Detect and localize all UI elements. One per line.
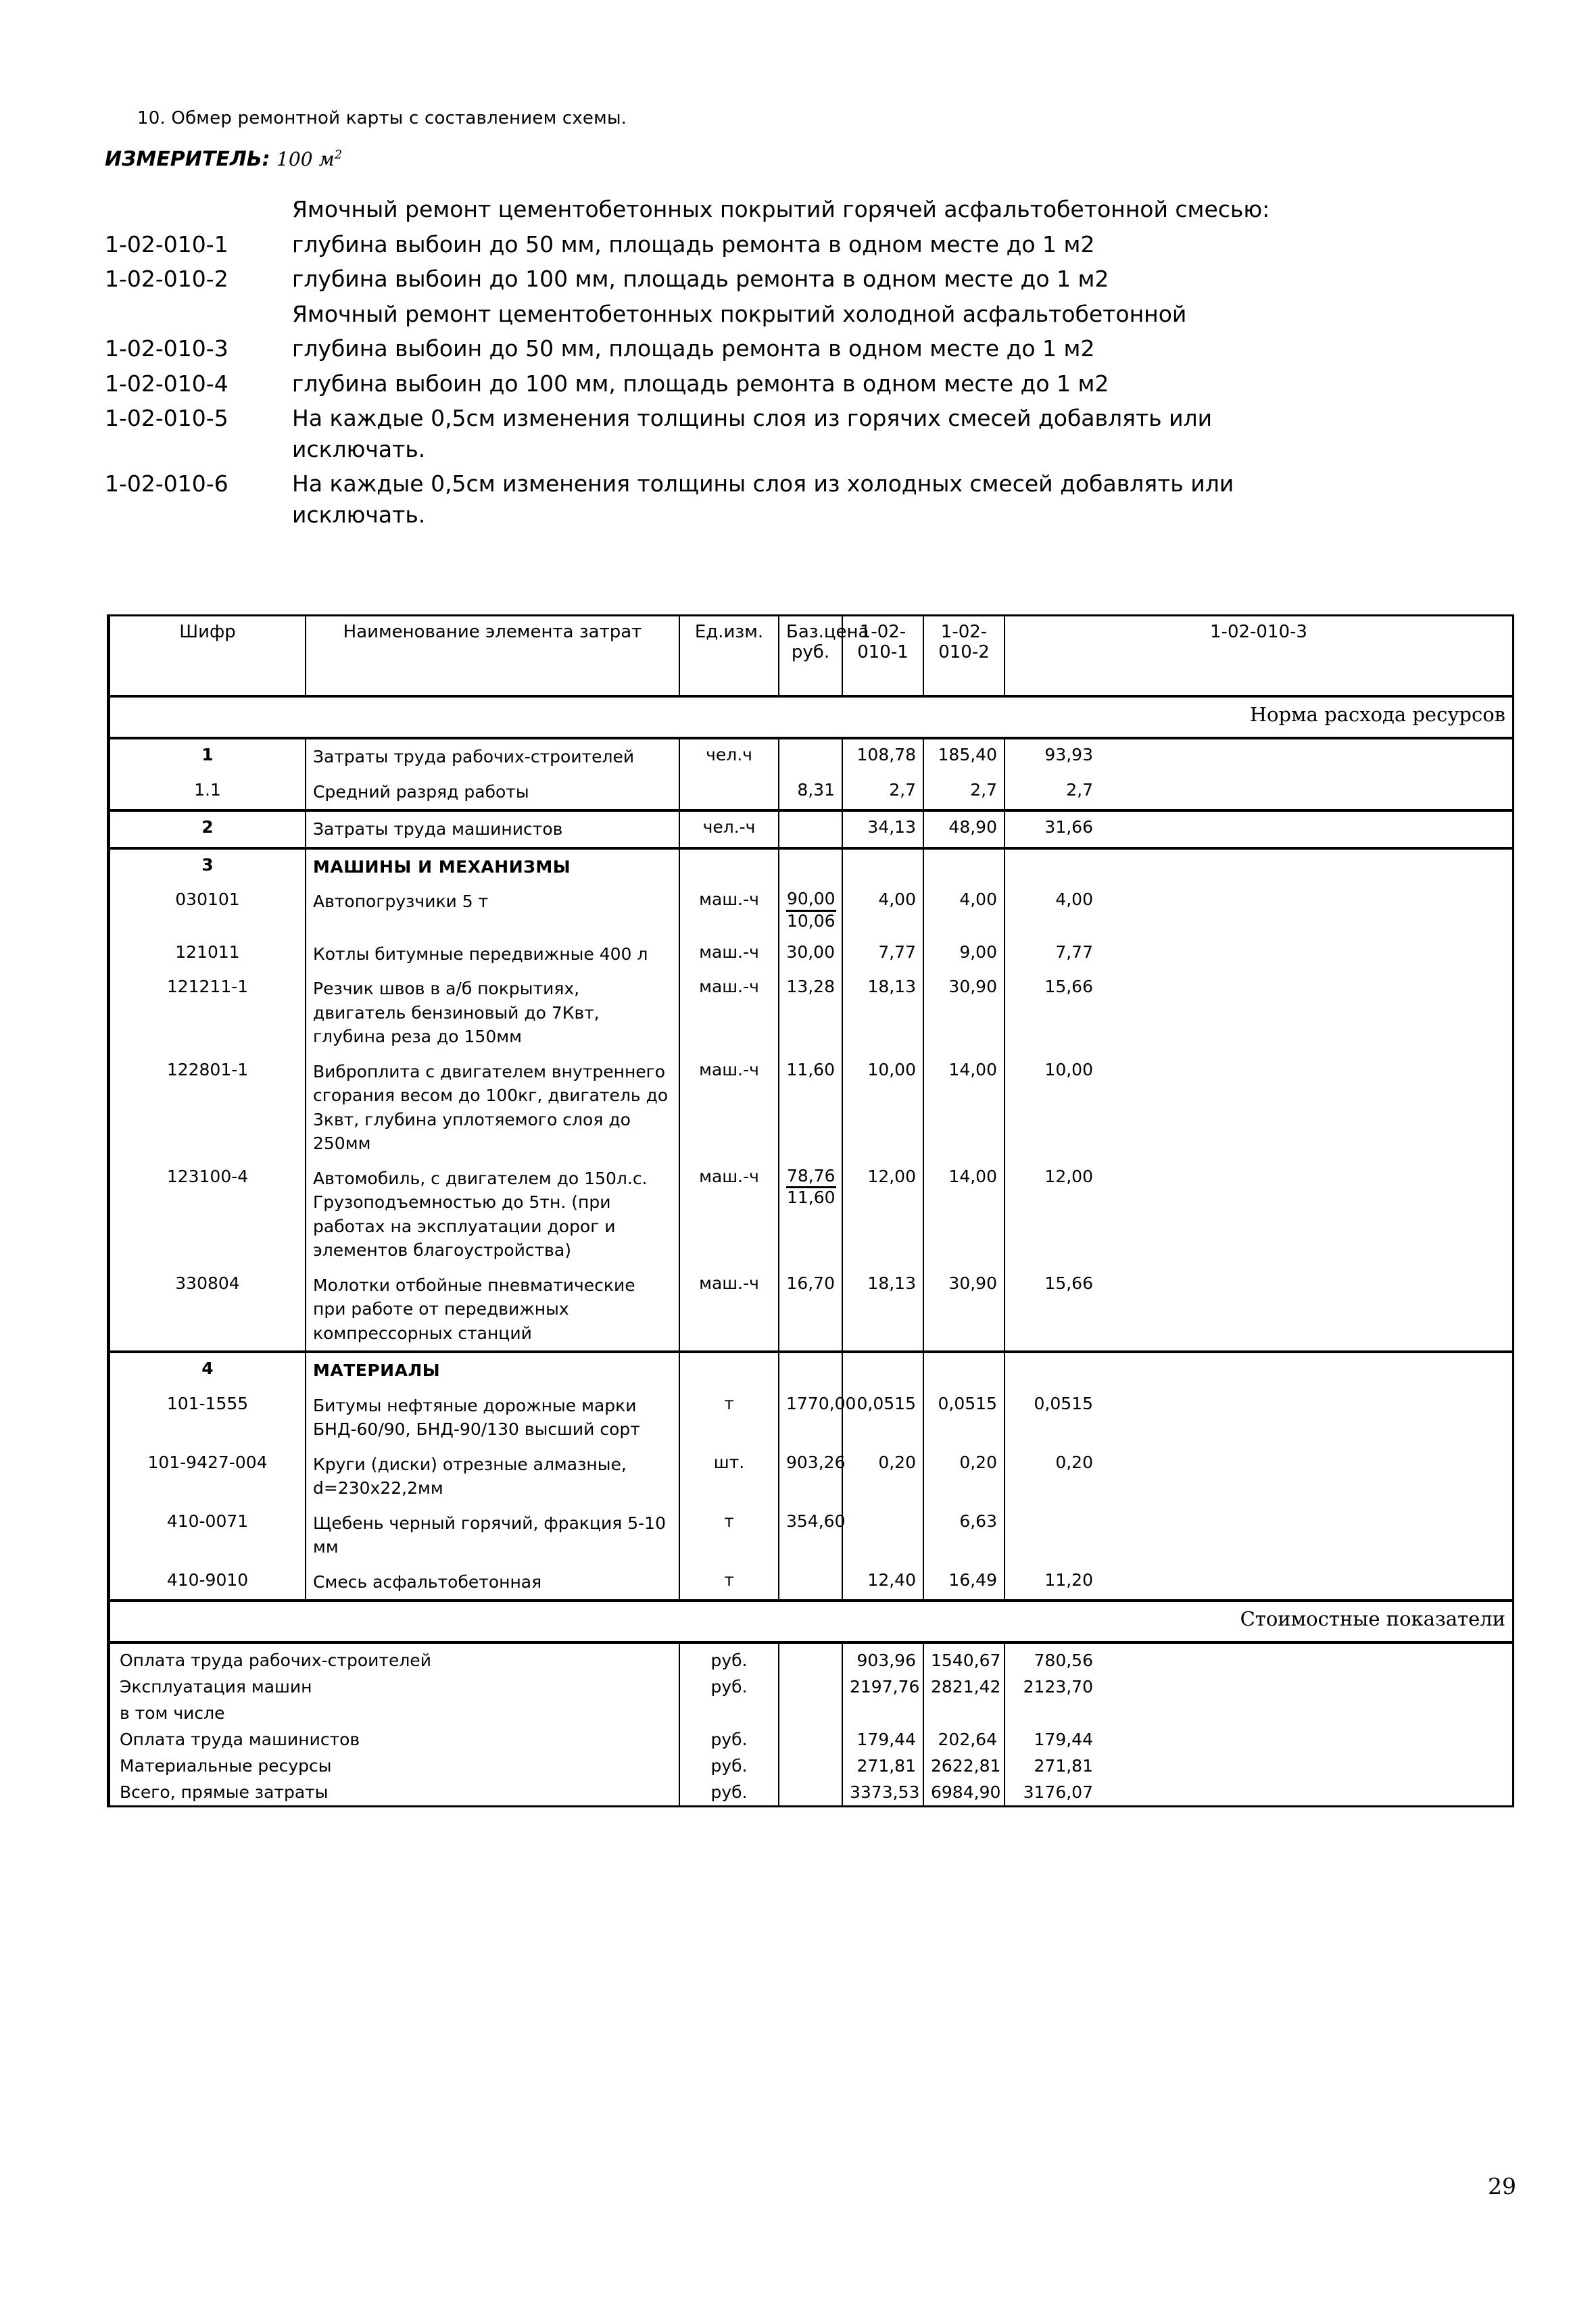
cell-price: 354,60	[779, 1506, 842, 1565]
page-number: 29	[1488, 2173, 1516, 2199]
cell-value-2: 16,49	[923, 1565, 1005, 1601]
summary-label: Материальные ресурсы	[110, 1753, 679, 1779]
spec-desc-line2: исключать.	[292, 501, 426, 528]
measure-value	[276, 148, 342, 170]
cell-unit: маш.-ч	[679, 884, 779, 937]
table-row	[110, 1054, 1513, 1161]
intro-block	[105, 108, 1518, 534]
measure-label: ИЗМЕРИТЕЛЬ:	[105, 147, 270, 171]
table-row	[110, 1352, 1513, 1388]
spec-row	[105, 368, 1518, 399]
price-fraction	[786, 1167, 836, 1209]
resource-rows-host	[110, 738, 1513, 1601]
cell-code: 101-9427-004	[110, 1447, 306, 1506]
spec-code: 1-02-010-6	[105, 470, 228, 497]
cell-code: 030101	[110, 884, 306, 937]
cell-value-2: 0,20	[923, 1447, 1005, 1506]
cell-value-2	[923, 848, 1005, 885]
table-row	[110, 810, 1513, 848]
summary-row	[110, 1726, 1513, 1753]
cell-price	[779, 738, 842, 775]
summary-unit: руб.	[679, 1726, 779, 1753]
summary-value-3	[1005, 1779, 1513, 1805]
cell-value-1: 7,77	[842, 937, 923, 972]
cell-price	[779, 848, 842, 885]
cell-unit: чел.-ч	[679, 810, 779, 848]
cell-value-1: 4,00	[842, 884, 923, 937]
table-row	[110, 971, 1513, 1054]
cell-value-2: 6,63	[923, 1506, 1005, 1565]
cell-unit: маш.-ч	[679, 1268, 779, 1353]
cell-value-2: 14,00	[923, 1161, 1005, 1268]
cell-value-3-text: 12,00	[1044, 1166, 1093, 1186]
spec-code: 1-02-010-2	[105, 266, 228, 293]
cell-name: Виброплита с двигателем внутреннего сгорания весом до 100кг, двигатель до 3квт, глубина уплотяемого слоя до 250мм	[306, 1054, 679, 1161]
summary-value-3	[1005, 1674, 1513, 1700]
spec-desc	[292, 403, 1518, 464]
cell-code: 123100-4	[110, 1161, 306, 1268]
cell-value-3-text: 11,20	[1044, 1569, 1093, 1590]
cell-value-1: 0,0515	[842, 1388, 923, 1447]
summary-value-2: 2622,81	[923, 1753, 1005, 1779]
cell-unit	[679, 848, 779, 885]
summary-value-3	[1005, 1642, 1513, 1674]
cell-value-3	[1005, 1161, 1513, 1268]
spec-desc: глубина выбоин до 50 мм, площадь ремонта в одном месте до 1 м2	[292, 230, 1095, 258]
header-row	[110, 616, 1513, 696]
cell-unit: маш.-ч	[679, 1161, 779, 1268]
cell-unit: маш.-ч	[679, 937, 779, 972]
summary-price	[779, 1642, 842, 1674]
cell-unit: чел.ч	[679, 738, 779, 775]
cell-value-2	[923, 1352, 1005, 1388]
summary-unit: руб.	[679, 1779, 779, 1805]
summary-value-1: 903,96	[842, 1642, 923, 1674]
summary-row	[110, 1700, 1513, 1726]
spec-desc: глубина выбоин до 100 мм, площадь ремонта в одном месте до 1 м2	[292, 266, 1109, 293]
cell-value-3-text: 0,20	[1055, 1452, 1093, 1472]
price-numerator: 78,76	[786, 1167, 836, 1189]
table-row	[110, 1447, 1513, 1506]
cell-unit	[679, 1352, 779, 1388]
summary-row	[110, 1674, 1513, 1700]
cell-name: Смесь асфальтобетонная	[306, 1565, 679, 1601]
spec-desc	[292, 468, 1518, 530]
cell-unit: маш.-ч	[679, 971, 779, 1054]
cell-value-3-text: 0,0515	[1034, 1393, 1093, 1413]
cell-code: 2	[110, 810, 306, 848]
table-row	[110, 1268, 1513, 1353]
summary-value-2: 6984,90	[923, 1779, 1005, 1805]
cell-value-3-text: 4,00	[1055, 890, 1093, 909]
measure-line	[105, 147, 1518, 171]
cell-price: 16,70	[779, 1268, 842, 1353]
cell-name: Котлы битумные передвижные 400 л	[306, 937, 679, 972]
cell-value-3	[1005, 1352, 1513, 1388]
summary-rows-host	[110, 1642, 1513, 1805]
cell-name: Круги (диски) отрезные алмазные, d=230х22,2мм	[306, 1447, 679, 1506]
price-numerator: 90,00	[786, 890, 836, 912]
table-row	[110, 937, 1513, 972]
cell-code: 122801-1	[110, 1054, 306, 1161]
summary-row	[110, 1642, 1513, 1674]
table-row	[110, 738, 1513, 775]
table-row	[110, 1565, 1513, 1601]
cell-price: 903,26	[779, 1447, 842, 1506]
spec-row	[105, 264, 1518, 295]
cell-value-3	[1005, 1388, 1513, 1447]
cell-value-3	[1005, 1565, 1513, 1601]
cell-code: 121011	[110, 937, 306, 972]
cell-value-2: 9,00	[923, 937, 1005, 972]
cell-value-2: 185,40	[923, 738, 1005, 775]
summary-price	[779, 1779, 842, 1805]
spec-desc: глубина выбоин до 100 мм, площадь ремонта в одном месте до 1 м2	[292, 370, 1109, 397]
table-row	[110, 1388, 1513, 1447]
header-code: Шифр	[110, 616, 306, 696]
spec-desc-line2: исключать.	[292, 435, 426, 462]
intro-note: 10. Обмер ремонтной карты с составлением схемы.	[137, 108, 627, 128]
cell-value-1	[842, 1352, 923, 1388]
spec-code: 1-02-010-5	[105, 405, 228, 432]
cell-name: МАШИНЫ И МЕХАНИЗМЫ	[306, 848, 679, 885]
cell-value-2: 0,0515	[923, 1388, 1005, 1447]
cell-name: Автопогрузчики 5 т	[306, 884, 679, 937]
cell-value-1: 34,13	[842, 810, 923, 848]
summary-price	[779, 1726, 842, 1753]
cell-value-1	[842, 848, 923, 885]
header-name: Наименование элемента затрат	[306, 616, 679, 696]
cell-unit: т	[679, 1506, 779, 1565]
cell-value-3	[1005, 1447, 1513, 1506]
spec-group-title-cold: Ямочный ремонт цементобетонных покрытий холодной асфальтобетонной	[292, 300, 1187, 327]
cell-unit	[679, 775, 779, 811]
cell-price: 1770,00	[779, 1388, 842, 1447]
summary-label: Эксплуатация машин	[110, 1674, 679, 1700]
summary-label: в том числе	[110, 1700, 679, 1726]
measure-value-text: 100 м	[276, 148, 335, 170]
cell-value-3	[1005, 1054, 1513, 1161]
cell-name: Средний разряд работы	[306, 775, 679, 811]
cell-code: 101-1555	[110, 1388, 306, 1447]
cell-value-1: 0,20	[842, 1447, 923, 1506]
cell-price: 11,60	[779, 1054, 842, 1161]
summary-value-3	[1005, 1726, 1513, 1753]
cell-name: Автомобиль, с двигателем до 150л.с. Грузоподъемностью до 5тн. (при работах на эксплуатации дорог и элементов благоустройства)	[306, 1161, 679, 1268]
summary-value-3-text: 2123,70	[1023, 1677, 1093, 1697]
header-col2: 1-02-010-2	[923, 616, 1005, 696]
cell-value-3	[1005, 1268, 1513, 1353]
cell-value-1	[842, 1506, 923, 1565]
cell-value-3-text: 7,77	[1055, 942, 1093, 962]
cell-value-3	[1005, 1506, 1513, 1565]
price-fraction	[786, 890, 836, 931]
cell-value-1: 18,13	[842, 971, 923, 1054]
summary-value-3-text: 3176,07	[1023, 1782, 1093, 1802]
cell-code: 1.1	[110, 775, 306, 811]
cell-value-1: 12,40	[842, 1565, 923, 1601]
price-denominator: 11,60	[787, 1188, 836, 1208]
table-head	[110, 616, 1513, 696]
summary-value-1: 271,81	[842, 1753, 923, 1779]
cell-name: Щебень черный горячий, фракция 5-10 мм	[306, 1506, 679, 1565]
cell-value-3-text: 10,00	[1044, 1059, 1093, 1079]
spec-group-title-hot: Ямочный ремонт цементобетонных покрытий горячей асфальтобетонной смесью:	[292, 196, 1270, 222]
table-row	[110, 1161, 1513, 1268]
cell-price: 13,28	[779, 971, 842, 1054]
summary-unit: руб.	[679, 1674, 779, 1700]
cell-name: Битумы нефтяные дорожные марки БНД-60/90, БНД-90/130 высший сорт	[306, 1388, 679, 1447]
table-row	[110, 848, 1513, 885]
summary-value-2	[923, 1700, 1005, 1726]
cell-value-3	[1005, 884, 1513, 937]
summary-price	[779, 1700, 842, 1726]
spec-code: 1-02-010-1	[105, 230, 228, 258]
table-row	[110, 884, 1513, 937]
cell-code: 1	[110, 738, 306, 775]
summary-price	[779, 1753, 842, 1779]
norms-table-wrapper	[107, 614, 1514, 1807]
cell-name: МАТЕРИАЛЫ	[306, 1352, 679, 1388]
summary-value-3-text: 179,44	[1034, 1730, 1093, 1749]
table-row	[110, 1506, 1513, 1565]
cell-value-2: 30,90	[923, 1268, 1005, 1353]
cell-name: Резчик швов в а/б покрытиях, двигатель бензиновый до 7Квт, глубина реза до 150мм	[306, 971, 679, 1054]
cell-value-2: 4,00	[923, 884, 1005, 937]
cell-value-3-text: 31,66	[1044, 817, 1093, 837]
cell-name: Затраты труда рабочих-строителей	[306, 738, 679, 775]
band-label-cost: Стоимостные показатели	[110, 1601, 1513, 1642]
summary-value-3	[1005, 1753, 1513, 1779]
spec-desc-line1: На каждые 0,5см изменения толщины слоя из холодных смесей добавлять или	[292, 470, 1234, 497]
spec-row	[105, 468, 1518, 530]
summary-label: Оплата труда рабочих-строителей	[110, 1642, 679, 1674]
table-row	[110, 775, 1513, 811]
cell-price: 8,31	[779, 775, 842, 811]
cell-code: 410-0071	[110, 1506, 306, 1565]
measure-exponent: 2	[334, 147, 343, 162]
header-col3	[1005, 616, 1513, 696]
summary-row	[110, 1779, 1513, 1805]
summary-value-1: 3373,53	[842, 1779, 923, 1805]
cell-code: 330804	[110, 1268, 306, 1353]
cell-price	[779, 1161, 842, 1268]
cell-unit: шт.	[679, 1447, 779, 1506]
price-denominator: 10,06	[787, 910, 836, 931]
header-price-line2: руб.	[791, 642, 830, 662]
cell-value-1: 108,78	[842, 738, 923, 775]
summary-unit: руб.	[679, 1753, 779, 1779]
norms-table	[109, 616, 1514, 1805]
summary-unit	[679, 1700, 779, 1726]
cell-code: 3	[110, 848, 306, 885]
cell-value-2: 14,00	[923, 1054, 1005, 1161]
header-price-line1: Баз.цена	[786, 622, 869, 642]
band-label-norms: Норма расхода ресурсов	[110, 696, 1513, 738]
cell-code: 4	[110, 1352, 306, 1388]
summary-label: Оплата труда машинистов	[110, 1726, 679, 1753]
summary-row	[110, 1753, 1513, 1779]
summary-value-2: 1540,67	[923, 1642, 1005, 1674]
cell-value-3	[1005, 775, 1513, 811]
cell-value-2: 2,7	[923, 775, 1005, 811]
cell-value-3	[1005, 971, 1513, 1054]
spec-desc: глубина выбоин до 50 мм, площадь ремонта в одном месте до 1 м2	[292, 335, 1095, 362]
cell-value-2: 48,90	[923, 810, 1005, 848]
header-price	[779, 616, 869, 696]
summary-label: Всего, прямые затраты	[110, 1779, 679, 1805]
cell-value-3-text: 15,66	[1044, 977, 1093, 996]
spec-code: 1-02-010-3	[105, 335, 228, 362]
cell-value-3	[1005, 937, 1513, 972]
spec-row	[105, 229, 1518, 260]
summary-value-1: 179,44	[842, 1726, 923, 1753]
summary-value-3	[1005, 1700, 1513, 1726]
cell-value-3	[1005, 848, 1513, 885]
cell-value-1: 2,7	[842, 775, 923, 811]
cell-price	[779, 1352, 842, 1388]
cell-price	[779, 884, 842, 937]
spec-code: 1-02-010-4	[105, 370, 228, 397]
cell-value-1: 18,13	[842, 1268, 923, 1353]
cell-value-3-text: 15,66	[1044, 1273, 1093, 1293]
summary-unit: руб.	[679, 1642, 779, 1674]
cell-code: 121211-1	[110, 971, 306, 1054]
cell-price	[779, 810, 842, 848]
cell-value-2: 30,90	[923, 971, 1005, 1054]
cell-value-3	[1005, 738, 1513, 775]
summary-value-1	[842, 1700, 923, 1726]
summary-value-1: 2197,76	[842, 1674, 923, 1700]
cell-unit: маш.-ч	[679, 1054, 779, 1161]
cell-value-3-text: 93,93	[1044, 745, 1093, 764]
summary-value-3-text: 271,81	[1034, 1756, 1093, 1776]
cell-name: Молотки отбойные пневматические при работе от передвижных компрессорных станций	[306, 1268, 679, 1353]
cell-unit: т	[679, 1388, 779, 1447]
spec-list	[105, 194, 1518, 530]
cell-value-1: 12,00	[842, 1161, 923, 1268]
header-col1: 1-02-010-1	[842, 616, 923, 696]
cell-value-3	[1005, 810, 1513, 848]
summary-price	[779, 1674, 842, 1700]
header-col3-label: 1-02-010-3	[1210, 622, 1307, 642]
summary-value-2: 2821,42	[923, 1674, 1005, 1700]
cell-price	[779, 1565, 842, 1601]
summary-value-3-text: 780,56	[1034, 1651, 1093, 1670]
header-unit: Ед.изм.	[679, 616, 779, 696]
cell-unit: т	[679, 1565, 779, 1601]
summary-value-2: 202,64	[923, 1726, 1005, 1753]
spec-row	[105, 403, 1518, 464]
band-row-cost	[110, 1601, 1513, 1642]
cell-value-3-text: 2,7	[1066, 779, 1093, 800]
cell-price: 30,00	[779, 937, 842, 972]
spec-row	[105, 333, 1518, 364]
table-body	[110, 696, 1513, 738]
cell-code: 410-9010	[110, 1565, 306, 1601]
cell-name: Затраты труда машинистов	[306, 810, 679, 848]
band-row-norms	[110, 696, 1513, 738]
spec-desc-line1: На каждые 0,5см изменения толщины слоя из горячих смесей добавлять или	[292, 405, 1213, 432]
cell-value-1: 10,00	[842, 1054, 923, 1161]
